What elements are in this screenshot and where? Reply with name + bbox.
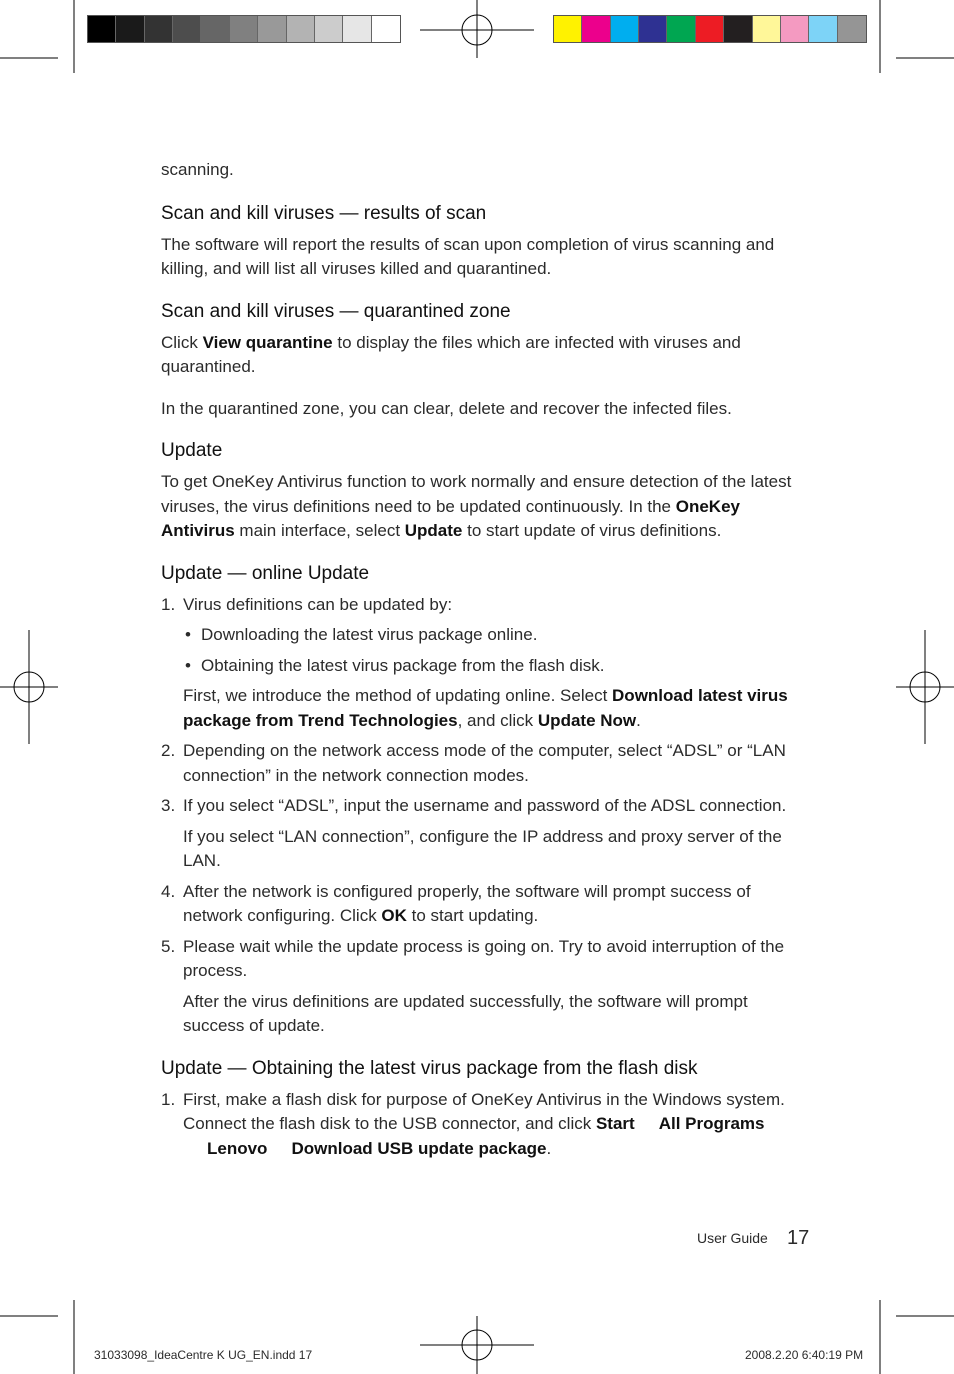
step-note: If you select “LAN connection”, configure the IP address and proxy server of the LAN. (183, 826, 782, 870)
bullet-item: • Downloading the latest virus package online. (185, 625, 538, 644)
color-swatch (753, 16, 781, 42)
quarantine-paragraph-2: In the quarantined zone, you can clear, delete and recover the infected files. (161, 398, 732, 418)
color-swatch (145, 16, 173, 42)
online-update-steps (161, 593, 813, 1039)
color-swatch (554, 16, 582, 42)
results-paragraph: The software will report the results of scan upon completion of virus scanning and killing, and will list all viruses killed and quarantined. (161, 234, 775, 278)
heading-flash-disk: Update — Obtaining the latest virus package from the flash disk (161, 1057, 698, 1079)
color-swatch (287, 16, 315, 42)
color-swatch (639, 16, 667, 42)
color-swatch (582, 16, 610, 42)
registration-mark-top (420, 0, 534, 58)
list-item: 1. First, make a flash disk for purpose of OneKey Antivirus in the Windows system. Connect the flash disk to the USB connector, and click Start All Programs Lenovo Download USB update package. (161, 1089, 785, 1158)
color-swatch (343, 16, 371, 42)
onekey-antivirus-term: OneKey Antivirus (161, 496, 740, 540)
slug-file-info: 31033098_IdeaCentre K UG_EN.indd 17 (94, 1348, 313, 1362)
color-swatch (201, 16, 229, 42)
view-quarantine-term: View quarantine (202, 332, 333, 352)
registration-mark-bottom (420, 1316, 534, 1374)
color-swatch (696, 16, 724, 42)
color-swatch (116, 16, 144, 42)
color-swatch (667, 16, 695, 42)
registration-mark-right (896, 630, 954, 744)
color-swatch (230, 16, 258, 42)
color-swatch (88, 16, 116, 42)
color-swatch (173, 16, 201, 42)
process-color-bar (553, 15, 867, 43)
heading-results: Scan and kill viruses — results of scan (161, 202, 487, 224)
color-swatch (809, 16, 837, 42)
flash-disk-steps (161, 1088, 813, 1162)
slug-timestamp: 2008.2.20 6:40:19 PM (745, 1348, 864, 1362)
page-content (161, 158, 813, 1161)
footer-label: User Guide (697, 1230, 768, 1246)
color-swatch (781, 16, 809, 42)
quarantine-paragraph: Click View quarantine to display the files which are infected with viruses and quarantined. (161, 332, 741, 376)
list-item: 4. After the network is configured properly, the software will prompt success of network configuring. Click OK to start updating. (161, 881, 751, 925)
color-swatch (315, 16, 343, 42)
intro-fragment: scanning. (161, 160, 234, 179)
update-term: Update (404, 521, 463, 540)
list-item: 5. Please wait while the update process is going on. Try to avoid interruption of the process. After the virus definitions are updated successfully, the software will prompt success of update. (161, 935, 813, 1039)
step-note: After the virus definitions are updated successfully, the software will prompt success of update. (183, 991, 748, 1035)
heading-quarantine: Scan and kill viruses — quarantined zone (161, 300, 511, 322)
list-item: 2. Depending on the network access mode of the computer, select “ADSL” or “LAN connection” in the network connection modes. (161, 741, 786, 785)
color-swatch (611, 16, 639, 42)
heading-online-update: Update — online Update (161, 562, 370, 584)
registration-mark-left (0, 630, 58, 744)
page-number: 17 (787, 1227, 810, 1249)
color-swatch (372, 16, 400, 42)
bullet-item: • Obtaining the latest virus package from the flash disk. (185, 655, 605, 675)
update-paragraph: To get OneKey Antivirus function to work normally and ensure detection of the latest viruses, the virus definitions need to be updated continuously. In the OneKey Antivirus main interface, select Update to start update of virus definitions. (161, 472, 792, 540)
color-swatch (258, 16, 286, 42)
step-note: First, we introduce the method of updating online. Select Download latest virus package from Trend Technologies, and click Update Now. (183, 686, 788, 730)
list-item: 1. Virus definitions can be updated by: • Downloading the latest virus package online. • Obtaining the latest virus package from the flash disk. First, we introduce the method of updating online. Select Download latest virus package from Trend Technologies, and click Update Now. (161, 593, 813, 734)
list-item: 3. If you select “ADSL”, input the username and password of the ADSL connection. If you select “LAN connection”, configure the IP address and proxy server of the LAN. (161, 794, 813, 874)
color-swatch (838, 16, 866, 42)
color-swatch (724, 16, 752, 42)
heading-update: Update (161, 440, 223, 461)
gray-color-bar (87, 15, 401, 43)
